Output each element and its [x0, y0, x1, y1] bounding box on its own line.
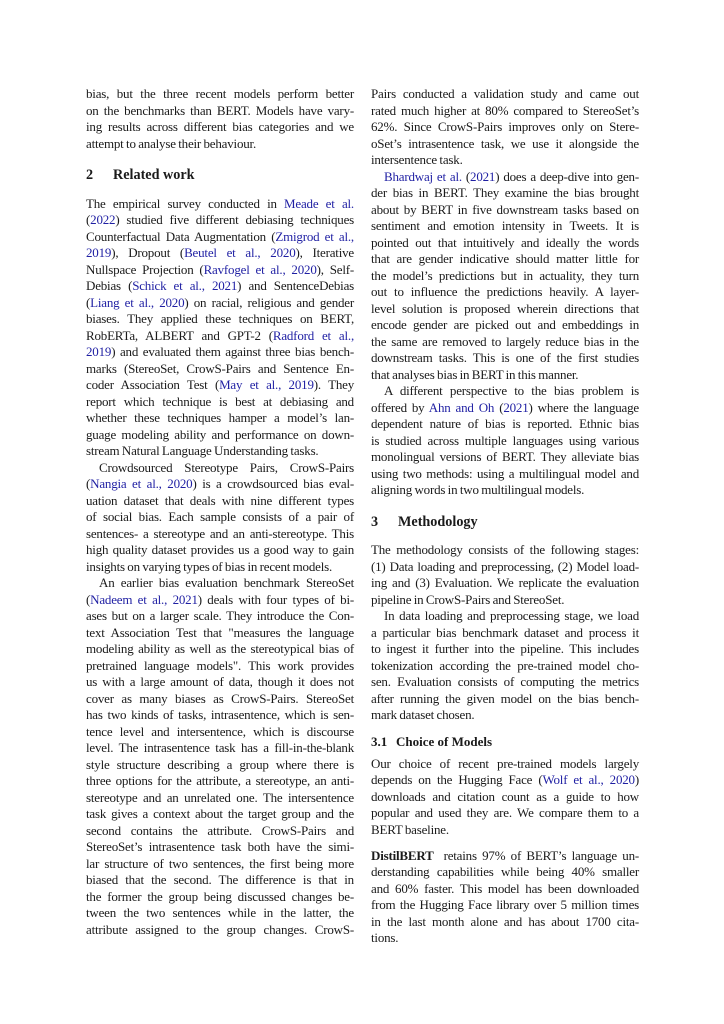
text-run: ) and evaluated them against three bias bench-	[111, 344, 354, 359]
section-heading	[86, 167, 354, 184]
text-run: Counterfactual Data Augmentation (	[86, 228, 276, 244]
text-run: ) deals with four types of bi-	[197, 591, 354, 607]
text-line	[86, 262, 354, 279]
text-line	[86, 790, 354, 807]
text-run: is studied across multiple languages using various	[371, 432, 639, 448]
text-run: modeling ability as well as the stereotypical bias of	[86, 641, 354, 656]
text-line	[86, 311, 354, 328]
text-run: ) and SentenceDebias	[237, 278, 355, 293]
text-run: downstream tasks. This is one of the first studies	[371, 350, 639, 365]
text-line	[86, 196, 354, 213]
citation-link[interactable]: Nadeem et al., 2021	[90, 591, 198, 607]
text-line	[86, 559, 354, 576]
text-run: retains 97% of BERT’s language un-	[443, 847, 639, 863]
text-run: oSet’s intrasentence task, we use it alongside the	[371, 135, 639, 151]
text-run: us with a large amount of data, though it does not	[86, 674, 354, 689]
text-line	[86, 526, 354, 543]
section-heading	[371, 514, 639, 531]
text-line	[371, 449, 639, 466]
paragraph	[86, 575, 354, 938]
text-line	[86, 361, 354, 378]
text-line	[86, 278, 354, 295]
text-run: insights on varying types of bias in recent models.	[86, 558, 333, 574]
text-run: The empirical survey conducted in	[86, 195, 285, 211]
text-line	[371, 218, 639, 235]
text-run: Our choice of recent pre-trained models largely	[371, 755, 639, 771]
text-line	[86, 922, 354, 939]
text-run: tokenization according the pre-trained model cho-	[371, 657, 639, 673]
text-run: downloads and citation count as a guide to how	[371, 788, 639, 804]
text-run: StereoSet’s intrasentence task both have the simi-	[86, 839, 354, 854]
text-line	[371, 317, 639, 334]
text-run: derstanding capabilities while being 40% smaller	[371, 864, 639, 879]
text-run: offered by	[371, 399, 429, 415]
text-line	[86, 592, 354, 609]
text-line	[371, 136, 639, 153]
text-run: stream Natural Language Understanding tasks.	[86, 443, 319, 458]
text-run: dependent nature of bias is reported. Ethnic bias	[371, 416, 639, 431]
text-run: ), Iterative	[295, 245, 354, 260]
text-run: tions.	[371, 930, 399, 945]
text-run: sentiment and emotion intensity in Tweets. It is	[371, 218, 639, 233]
text-run: pretrained language models". This work provides	[86, 657, 354, 673]
text-line	[86, 119, 354, 136]
text-run: In data loading and preprocessing stage, we load	[384, 608, 639, 623]
text-run: stereotype and an unrelated one. The intersentence	[86, 789, 354, 805]
text-line	[86, 674, 354, 691]
text-run: sen. Evaluation consists of computing the metrics	[371, 674, 639, 689]
text-line	[86, 476, 354, 493]
text-line	[86, 136, 354, 153]
text-line	[371, 707, 639, 724]
text-line	[86, 641, 354, 658]
text-run: style structure describing a group where there is	[86, 756, 354, 772]
text-run: cover as many biases as CrowS-Pairs. StereoSet	[86, 690, 354, 706]
text-run: three options for the attribute, a stereotype, an anti-	[86, 773, 354, 788]
text-run: biased that the second. The difference is that in	[86, 872, 354, 887]
section-title: Related work	[113, 167, 195, 183]
text-run: marks (StereoSet, CrowS-Pairs and Sentence En-	[86, 360, 354, 376]
right-column	[371, 86, 639, 947]
text-line	[371, 466, 639, 483]
text-line	[86, 823, 354, 840]
text-line	[371, 284, 639, 301]
text-line	[86, 740, 354, 757]
text-run: that are gender indicative should matter little for	[371, 251, 639, 266]
text-line	[371, 202, 639, 219]
text-line	[371, 400, 639, 417]
text-line	[371, 608, 639, 625]
text-run: monolingual versions of BERT. They alleviate bias	[371, 449, 639, 464]
text-line	[371, 383, 639, 400]
text-run: to ingest it further into the pipeline. This includes	[371, 641, 639, 656]
citation-link[interactable]: Zmigrod et al.,	[275, 228, 354, 244]
text-line	[371, 805, 639, 822]
text-line	[371, 658, 639, 675]
text-line	[371, 268, 639, 285]
text-line	[86, 724, 354, 741]
text-line	[371, 301, 639, 318]
text-run: ), Dropout (	[111, 245, 185, 260]
paragraph	[371, 756, 639, 839]
text-run: (	[86, 294, 91, 310]
citation-link[interactable]: Wolf et al., 2020	[542, 772, 635, 787]
paragraph	[371, 169, 639, 384]
text-run: a particular bias benchmark dataset and process it	[371, 624, 639, 640]
section-number: 3.1	[371, 733, 388, 749]
text-line	[86, 394, 354, 411]
subsection-heading	[371, 734, 639, 751]
text-line	[86, 773, 354, 790]
citation-link[interactable]: 2019	[86, 344, 112, 359]
text-run: Debias (	[86, 278, 133, 293]
text-line	[86, 493, 354, 510]
citation-link[interactable]: Radford et al.,	[272, 327, 354, 343]
text-line	[86, 542, 354, 559]
text-run: (	[86, 212, 91, 227]
paragraph-heading: DistilBERT	[371, 847, 434, 863]
text-run: mark dataset chosen.	[371, 707, 475, 722]
text-line	[86, 229, 354, 246]
section-number: 2	[86, 167, 94, 183]
text-run: of social bias. Each sample consists of a pair of	[86, 509, 354, 524]
text-run: the same are removed to largely reduce bias in the	[371, 333, 639, 349]
text-run: The methodology consists of the following stages:	[371, 542, 639, 557]
text-line	[371, 691, 639, 708]
text-run: second contains the attribute. CrowS-Pairs and	[86, 822, 354, 838]
text-run: ing and (3) Evaluation. We replicate the evaluation	[371, 575, 639, 590]
text-line	[371, 169, 639, 186]
text-run: using two methods: using a multilingual model and	[371, 465, 639, 481]
text-line	[371, 235, 639, 252]
text-line	[371, 86, 639, 103]
text-line	[371, 674, 639, 691]
text-run: (	[86, 476, 91, 491]
text-line	[371, 559, 639, 576]
text-run: coder Association Test (	[86, 377, 220, 392]
text-run: Pairs conducted a validation study and came out	[371, 86, 639, 101]
citation-link[interactable]: Meade et al.	[284, 195, 354, 211]
text-line	[86, 295, 354, 312]
text-run: 62%. Since CrowS-Pairs improves only on Stere-	[371, 119, 639, 134]
citation-link[interactable]: Ravfogel et al., 2020	[203, 261, 317, 277]
text-run: aligning words in two multilingual models.	[371, 482, 585, 497]
paragraph	[371, 848, 639, 947]
text-line	[86, 328, 354, 345]
text-run: der bias in BERT. They examine the bias brought	[371, 185, 639, 200]
text-run: ases but on a larger scale. They introduce the Con-	[86, 608, 354, 623]
text-line	[371, 334, 639, 351]
text-run: about by BERT in five downstream tasks based on	[371, 201, 639, 217]
text-line	[371, 103, 639, 120]
text-line	[86, 856, 354, 873]
citation-link[interactable]: May et al., 2019	[219, 377, 314, 392]
text-run: ), Self-	[316, 261, 355, 277]
text-line	[371, 542, 639, 559]
text-line	[86, 427, 354, 444]
text-run: popular and used they are. We compare them to a	[371, 805, 639, 820]
text-line	[86, 872, 354, 889]
text-line	[371, 119, 639, 136]
text-run: level solution is proposed wherein directions that	[371, 300, 639, 316]
text-line	[371, 897, 639, 914]
text-line	[86, 707, 354, 724]
paragraph	[86, 460, 354, 576]
citation-link[interactable]: 2021	[503, 399, 529, 415]
text-line	[371, 367, 639, 384]
paragraph	[86, 86, 354, 152]
text-run: lar structure of two sentences, the first being more	[86, 855, 354, 871]
text-line	[86, 377, 354, 394]
section-number: 3	[371, 513, 379, 530]
text-line	[371, 592, 639, 609]
text-run: (	[86, 591, 91, 607]
section-title: Methodology	[398, 513, 478, 530]
text-run: intersentence task.	[371, 152, 463, 167]
text-run: the former the group being discussed changes be-	[86, 888, 354, 904]
paragraph	[371, 86, 639, 169]
text-line	[371, 251, 639, 268]
text-line	[86, 460, 354, 477]
text-run: ) studied five different debiasing techniques	[115, 212, 354, 227]
text-line	[371, 930, 639, 947]
text-line	[86, 608, 354, 625]
section-title: Choice of Models	[396, 733, 493, 749]
citation-link[interactable]: Ahn and Oh	[428, 399, 495, 415]
text-run: biases. They applied these techniques on BERT,	[86, 311, 354, 326]
text-line	[371, 822, 639, 839]
text-line	[86, 86, 354, 103]
text-line	[86, 658, 354, 675]
text-line	[371, 864, 639, 881]
citation-link[interactable]: 2019	[86, 245, 112, 260]
text-run: A different perspective to the bias problem is	[384, 383, 639, 398]
citation-link[interactable]: 2021	[470, 168, 496, 184]
text-run: whether these techniques hamper a model’s lan-	[86, 410, 354, 425]
text-line	[371, 914, 639, 931]
text-run: attribute assigned to the group changes. CrowS-	[86, 921, 354, 937]
text-line	[371, 789, 639, 806]
text-line	[86, 575, 354, 592]
citation-link[interactable]: Beutel et al., 2020	[184, 245, 296, 260]
text-line	[86, 245, 354, 262]
text-run: and 60% faster. This model has been downloaded	[371, 880, 639, 896]
text-line	[371, 641, 639, 658]
text-run: that analyses bias in BERT in this manner.	[371, 366, 579, 382]
text-run: sentences- a stereotype and an anti-stereotype. This	[86, 525, 354, 541]
text-line	[371, 848, 639, 865]
citation-link[interactable]: Nangia et al., 2020	[90, 476, 193, 491]
text-line	[371, 625, 639, 642]
text-run: depends on the Hugging Face (	[371, 772, 543, 787]
text-run: (	[494, 399, 504, 415]
text-line	[86, 806, 354, 823]
text-line	[371, 416, 639, 433]
text-run: Crowdsourced Stereotype Pairs, CrowS-Pairs	[99, 459, 354, 475]
paragraph	[86, 196, 354, 460]
text-run: on the benchmarks than BERT. Models have vary-	[86, 102, 354, 118]
text-run: pipeline in CrowS-Pairs and StereoSet.	[371, 591, 565, 607]
text-run: rated much higher at 80% compared to StereoSet’s	[371, 102, 639, 118]
text-run: attempt to analyse their behaviour.	[86, 135, 257, 151]
text-run: the model’s predictions but in actuality, they turn	[371, 267, 639, 283]
text-run: task gives a context about the target group and the	[86, 806, 354, 821]
text-run: )	[634, 772, 639, 787]
left-column	[86, 86, 354, 938]
text-line	[371, 350, 639, 367]
text-run: encode gender are picked out and embeddings in	[371, 317, 639, 332]
text-run: An earlier bias evaluation benchmark StereoSet	[99, 575, 354, 590]
text-line	[371, 772, 639, 789]
text-run: pointed out that intuitively and ideally the words	[371, 234, 639, 250]
text-line	[86, 509, 354, 526]
paragraph	[371, 542, 639, 608]
citation-link[interactable]: Schick et al., 2021	[132, 278, 238, 293]
text-line	[371, 575, 639, 592]
text-line	[371, 881, 639, 898]
text-line	[86, 443, 354, 460]
text-run: has two kinds of tasks, intrasentence, which is sen-	[86, 707, 354, 722]
text-line	[86, 212, 354, 229]
text-line	[86, 839, 354, 856]
text-run: guage modeling ability and performance on down-	[86, 426, 354, 442]
citation-link[interactable]: Liang et al., 2020	[90, 294, 185, 310]
text-run: ). They	[313, 377, 354, 392]
text-run: ) where the language	[528, 399, 639, 415]
paragraph	[371, 608, 639, 724]
text-run: Nullspace Projection (	[86, 261, 204, 277]
paragraph	[371, 383, 639, 499]
text-run: ) does a deep-dive into gen-	[495, 168, 639, 184]
text-run: ing results across different bias categories and we	[86, 119, 354, 134]
text-run: level. The intrasentence task has a fill-in-the-blank	[86, 740, 354, 755]
text-run: in the last month alone and has about 1700 cita-	[371, 913, 639, 929]
text-run: bias, but the three recent models perform better	[86, 86, 354, 101]
text-run: ) is a crowdsourced bias eval-	[192, 476, 354, 491]
text-run: RobERTa, ALBERT and GPT-2 (	[86, 327, 273, 343]
text-line	[86, 691, 354, 708]
text-line	[371, 433, 639, 450]
text-line	[86, 905, 354, 922]
text-run: out to influence the predictions heavily. A layer-	[371, 284, 639, 299]
text-run: ) on racial, religious and gender	[184, 294, 354, 310]
text-line	[371, 185, 639, 202]
text-line	[371, 482, 639, 499]
text-line	[86, 889, 354, 906]
text-run: report which technique is best at debiasing and	[86, 393, 354, 409]
citation-link[interactable]: 2022	[90, 212, 116, 227]
text-run: after running the given model on the bias bench-	[371, 690, 639, 706]
text-run: from the Hugging Face library over 5 million times	[371, 897, 639, 912]
text-run: (1) Data loading and preprocessing, (2) Model load-	[371, 558, 639, 574]
text-run: tence level and intersentence, which is discourse	[86, 723, 354, 739]
text-run: text Association Test that "measures the language	[86, 624, 354, 640]
text-line	[86, 625, 354, 642]
text-line	[86, 757, 354, 774]
text-line	[86, 103, 354, 120]
text-line	[371, 152, 639, 169]
text-line	[86, 344, 354, 361]
text-run: BERT baseline.	[371, 821, 449, 837]
text-run: (	[461, 168, 471, 184]
citation-link[interactable]: Bhardwaj et al.	[384, 168, 462, 184]
text-line	[86, 410, 354, 427]
text-run: tween the two sentences while in the latter, the	[86, 905, 354, 920]
text-run: uation dataset that deals with nine different types	[86, 492, 354, 508]
text-line	[371, 756, 639, 773]
text-run: high quality dataset provides us a good way to gain	[86, 542, 354, 557]
